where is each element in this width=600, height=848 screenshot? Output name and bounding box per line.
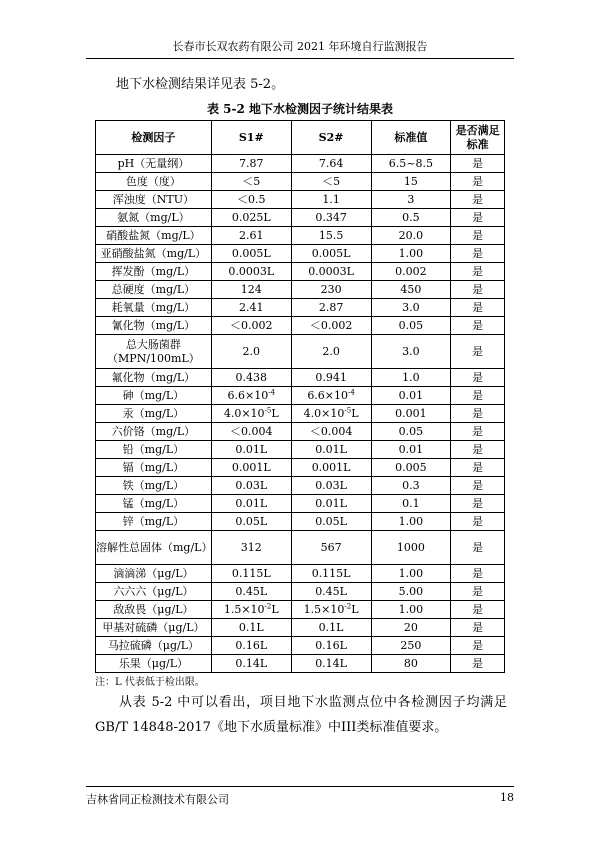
table-body <box>96 155 505 673</box>
value-suffix: L <box>351 602 359 616</box>
cell-factor: 色度（度） <box>96 173 212 191</box>
cell-s1: 2.0 <box>211 335 291 369</box>
cell-s2: 0.115L <box>291 565 371 583</box>
cell-compliant: 是 <box>451 637 505 655</box>
cell-factor: 锰（mg/L） <box>96 495 212 513</box>
conclusion-paragraph: 从表 5-2 中可以看出，项目地下水监测点位中各检测因子均满足 GB/T 14848-2017《地下水质量标准》中III类标准值要求。 <box>95 695 507 735</box>
cell-s1: 0.45L <box>211 583 291 601</box>
cell-compliant: 是 <box>451 565 505 583</box>
table-row <box>96 405 505 423</box>
value-suffix: L <box>271 602 279 616</box>
cell-s1: 312 <box>211 531 291 565</box>
table-row <box>96 637 505 655</box>
cell-standard: 250 <box>371 637 451 655</box>
cell-standard: 1.00 <box>371 565 451 583</box>
cell-compliant: 是 <box>451 495 505 513</box>
cell-compliant: 是 <box>451 601 505 619</box>
cell-factor: 铁（mg/L） <box>96 477 212 495</box>
cell-s2: ＜5 <box>291 173 371 191</box>
cell-s1: ＜5 <box>211 173 291 191</box>
cell-s2: 0.0003L <box>291 263 371 281</box>
cell-s2: 0.05L <box>291 513 371 531</box>
table-note: 注：L 代表低于检出限。 <box>95 677 205 688</box>
table-row <box>96 583 505 601</box>
cell-compliant: 是 <box>451 477 505 495</box>
cell-compliant: 是 <box>451 531 505 565</box>
cell-factor: 氰化物（mg/L） <box>96 317 212 335</box>
cell-s2: ＜0.004 <box>291 423 371 441</box>
value-base: 4.0×10 <box>223 406 265 420</box>
cell-compliant: 是 <box>451 619 505 637</box>
cell-standard: 0.5 <box>371 209 451 227</box>
cell-compliant: 是 <box>451 281 505 299</box>
cell-s1: 0.0003L <box>211 263 291 281</box>
value-base: 6.6×10 <box>227 388 269 402</box>
cell-s2 <box>291 387 371 405</box>
table-row <box>96 513 505 531</box>
cell-standard: 1.0 <box>371 369 451 387</box>
page-footer <box>86 786 514 807</box>
cell-s2: 0.16L <box>291 637 371 655</box>
table-row <box>96 317 505 335</box>
cell-factor: 氨氮（mg/L） <box>96 209 212 227</box>
cell-standard: 3 <box>371 191 451 209</box>
col-header-compliant: 是否满足标准 <box>451 121 505 155</box>
col-header-s1: S1# <box>211 121 291 155</box>
cell-compliant: 是 <box>451 459 505 477</box>
cell-s1: ＜0.5 <box>211 191 291 209</box>
cell-s2: 7.64 <box>291 155 371 173</box>
table-row <box>96 655 505 673</box>
cell-compliant: 是 <box>451 583 505 601</box>
value-suffix: L <box>271 406 279 420</box>
cell-compliant: 是 <box>451 263 505 281</box>
table-row <box>96 459 505 477</box>
page-number: 18 <box>500 791 514 804</box>
cell-s1: 0.05L <box>211 513 291 531</box>
footer-company: 吉林省同正检测技术有限公司 <box>86 793 229 806</box>
cell-standard: 450 <box>371 281 451 299</box>
cell-standard: 0.05 <box>371 423 451 441</box>
value-base: 4.0×10 <box>303 406 345 420</box>
cell-s1: 2.61 <box>211 227 291 245</box>
cell-standard: 3.0 <box>371 299 451 317</box>
cell-compliant: 是 <box>451 441 505 459</box>
cell-s1: 0.01L <box>211 495 291 513</box>
table-row <box>96 191 505 209</box>
cell-standard: 0.3 <box>371 477 451 495</box>
cell-s1 <box>211 387 291 405</box>
cell-s1: 2.41 <box>211 299 291 317</box>
cell-factor: 六价铬（mg/L） <box>96 423 212 441</box>
value-exponent: -5 <box>264 405 272 414</box>
cell-standard: 80 <box>371 655 451 673</box>
intro-text: 地下水检测结果详见表 5-2。 <box>116 77 285 92</box>
cell-standard: 20.0 <box>371 227 451 245</box>
cell-compliant: 是 <box>451 513 505 531</box>
col-header-standard: 标准值 <box>371 121 451 155</box>
cell-standard: 0.1 <box>371 495 451 513</box>
cell-s1: 0.115L <box>211 565 291 583</box>
cell-factor: 硝酸盐氮（mg/L） <box>96 227 212 245</box>
cell-compliant: 是 <box>451 209 505 227</box>
value-exponent: -5 <box>344 405 352 414</box>
cell-s2: 0.347 <box>291 209 371 227</box>
cell-compliant: 是 <box>451 655 505 673</box>
cell-standard: 1.00 <box>371 601 451 619</box>
cell-standard: 20 <box>371 619 451 637</box>
table-row <box>96 601 505 619</box>
cell-compliant: 是 <box>451 191 505 209</box>
cell-factor: 溶解性总固体（mg/L） <box>96 531 212 565</box>
cell-factor: 铅（mg/L） <box>96 441 212 459</box>
table-header-row <box>96 121 505 155</box>
cell-factor: pH（无量纲） <box>96 155 212 173</box>
cell-standard: 3.0 <box>371 335 451 369</box>
cell-compliant: 是 <box>451 405 505 423</box>
cell-factor: 挥发酚（mg/L） <box>96 263 212 281</box>
cell-s1: 0.03L <box>211 477 291 495</box>
col-header-s2: S2# <box>291 121 371 155</box>
value-exponent: -4 <box>348 387 355 396</box>
cell-compliant: 是 <box>451 173 505 191</box>
cell-s1: 0.14L <box>211 655 291 673</box>
cell-s1 <box>211 405 291 423</box>
table-row <box>96 173 505 191</box>
cell-factor: 六六六（μg/L） <box>96 583 212 601</box>
table-row <box>96 441 505 459</box>
table-row <box>96 477 505 495</box>
cell-s2 <box>291 405 371 423</box>
table-row <box>96 565 505 583</box>
cell-s2: 0.001L <box>291 459 371 477</box>
table-row <box>96 531 505 565</box>
cell-factor: 总硬度（mg/L） <box>96 281 212 299</box>
page-header: 长春市长双农药有限公司 2021 年环境自行监测报告 <box>86 38 514 59</box>
cell-compliant: 是 <box>451 317 505 335</box>
cell-s2 <box>291 601 371 619</box>
cell-factor: 马拉硫磷（μg/L） <box>96 637 212 655</box>
cell-s1: 0.025L <box>211 209 291 227</box>
cell-compliant: 是 <box>451 227 505 245</box>
value-base: 1.5×10 <box>303 602 345 616</box>
cell-s2: 0.01L <box>291 495 371 513</box>
cell-s2: 1.1 <box>291 191 371 209</box>
table-row <box>96 263 505 281</box>
cell-factor: 镉（mg/L） <box>96 459 212 477</box>
cell-s1 <box>211 601 291 619</box>
cell-factor: 砷（mg/L） <box>96 387 212 405</box>
cell-standard: 15 <box>371 173 451 191</box>
cell-s2: 0.14L <box>291 655 371 673</box>
table-row <box>96 387 505 405</box>
table-row <box>96 369 505 387</box>
cell-factor: 浑浊度（NTU） <box>96 191 212 209</box>
table-row <box>96 209 505 227</box>
table-row <box>96 423 505 441</box>
cell-standard: 0.05 <box>371 317 451 335</box>
cell-s2: 0.005L <box>291 245 371 263</box>
cell-factor: 敌敌畏（μg/L） <box>96 601 212 619</box>
cell-factor: 乐果（μg/L） <box>96 655 212 673</box>
cell-s1: 0.001L <box>211 459 291 477</box>
value-base: 6.6×10 <box>307 388 349 402</box>
table-row <box>96 155 505 173</box>
cell-standard: 0.005 <box>371 459 451 477</box>
cell-standard: 1.00 <box>371 513 451 531</box>
cell-s2: 0.45L <box>291 583 371 601</box>
cell-factor: 甲基对硫磷（μg/L） <box>96 619 212 637</box>
cell-s2: 0.01L <box>291 441 371 459</box>
value-base: 1.5×10 <box>223 602 265 616</box>
cell-s2: 2.87 <box>291 299 371 317</box>
cell-factor: 亚硝酸盐氮（mg/L） <box>96 245 212 263</box>
cell-s2: 2.0 <box>291 335 371 369</box>
cell-s1: 0.438 <box>211 369 291 387</box>
col-header-factor: 检测因子 <box>96 121 212 155</box>
table-row <box>96 245 505 263</box>
table-row <box>96 495 505 513</box>
cell-s1: 0.01L <box>211 441 291 459</box>
cell-s1: ＜0.004 <box>211 423 291 441</box>
cell-s1: 7.87 <box>211 155 291 173</box>
cell-standard: 1000 <box>371 531 451 565</box>
cell-factor: 滴滴涕（μg/L） <box>96 565 212 583</box>
cell-standard: 1.00 <box>371 245 451 263</box>
table-caption: 表 5-2 地下水检测因子统计结果表 <box>206 102 394 116</box>
cell-s2: 15.5 <box>291 227 371 245</box>
cell-factor: 汞（mg/L） <box>96 405 212 423</box>
groundwater-results-table <box>95 120 505 673</box>
table-row <box>96 281 505 299</box>
cell-s2: 0.941 <box>291 369 371 387</box>
value-exponent: -2 <box>344 601 352 610</box>
value-suffix: L <box>351 406 359 420</box>
table-row <box>96 299 505 317</box>
value-exponent: -2 <box>264 601 272 610</box>
cell-standard: 6.5~8.5 <box>371 155 451 173</box>
cell-compliant: 是 <box>451 245 505 263</box>
table-row <box>96 335 505 369</box>
cell-s2: 567 <box>291 531 371 565</box>
cell-compliant: 是 <box>451 155 505 173</box>
cell-compliant: 是 <box>451 369 505 387</box>
cell-s1: 0.16L <box>211 637 291 655</box>
value-exponent: -4 <box>268 387 276 396</box>
cell-compliant: 是 <box>451 423 505 441</box>
cell-compliant: 是 <box>451 335 505 369</box>
cell-factor: 氟化物（mg/L） <box>96 369 212 387</box>
cell-factor: 锌（mg/L） <box>96 513 212 531</box>
cell-compliant: 是 <box>451 387 505 405</box>
cell-standard: 0.001 <box>371 405 451 423</box>
cell-s2: 230 <box>291 281 371 299</box>
cell-standard: 0.01 <box>371 387 451 405</box>
cell-s1: ＜0.002 <box>211 317 291 335</box>
cell-s2: 0.1L <box>291 619 371 637</box>
cell-standard: 0.01 <box>371 441 451 459</box>
cell-factor: 耗氧量（mg/L） <box>96 299 212 317</box>
cell-s1: 0.005L <box>211 245 291 263</box>
cell-s1: 0.1L <box>211 619 291 637</box>
cell-s1: 124 <box>211 281 291 299</box>
cell-standard: 0.002 <box>371 263 451 281</box>
cell-s2: ＜0.002 <box>291 317 371 335</box>
table-row <box>96 619 505 637</box>
table-row <box>96 227 505 245</box>
cell-factor: 总大肠菌群（MPN/100mL） <box>96 335 212 369</box>
cell-compliant: 是 <box>451 299 505 317</box>
cell-standard: 5.00 <box>371 583 451 601</box>
cell-s2: 0.03L <box>291 477 371 495</box>
